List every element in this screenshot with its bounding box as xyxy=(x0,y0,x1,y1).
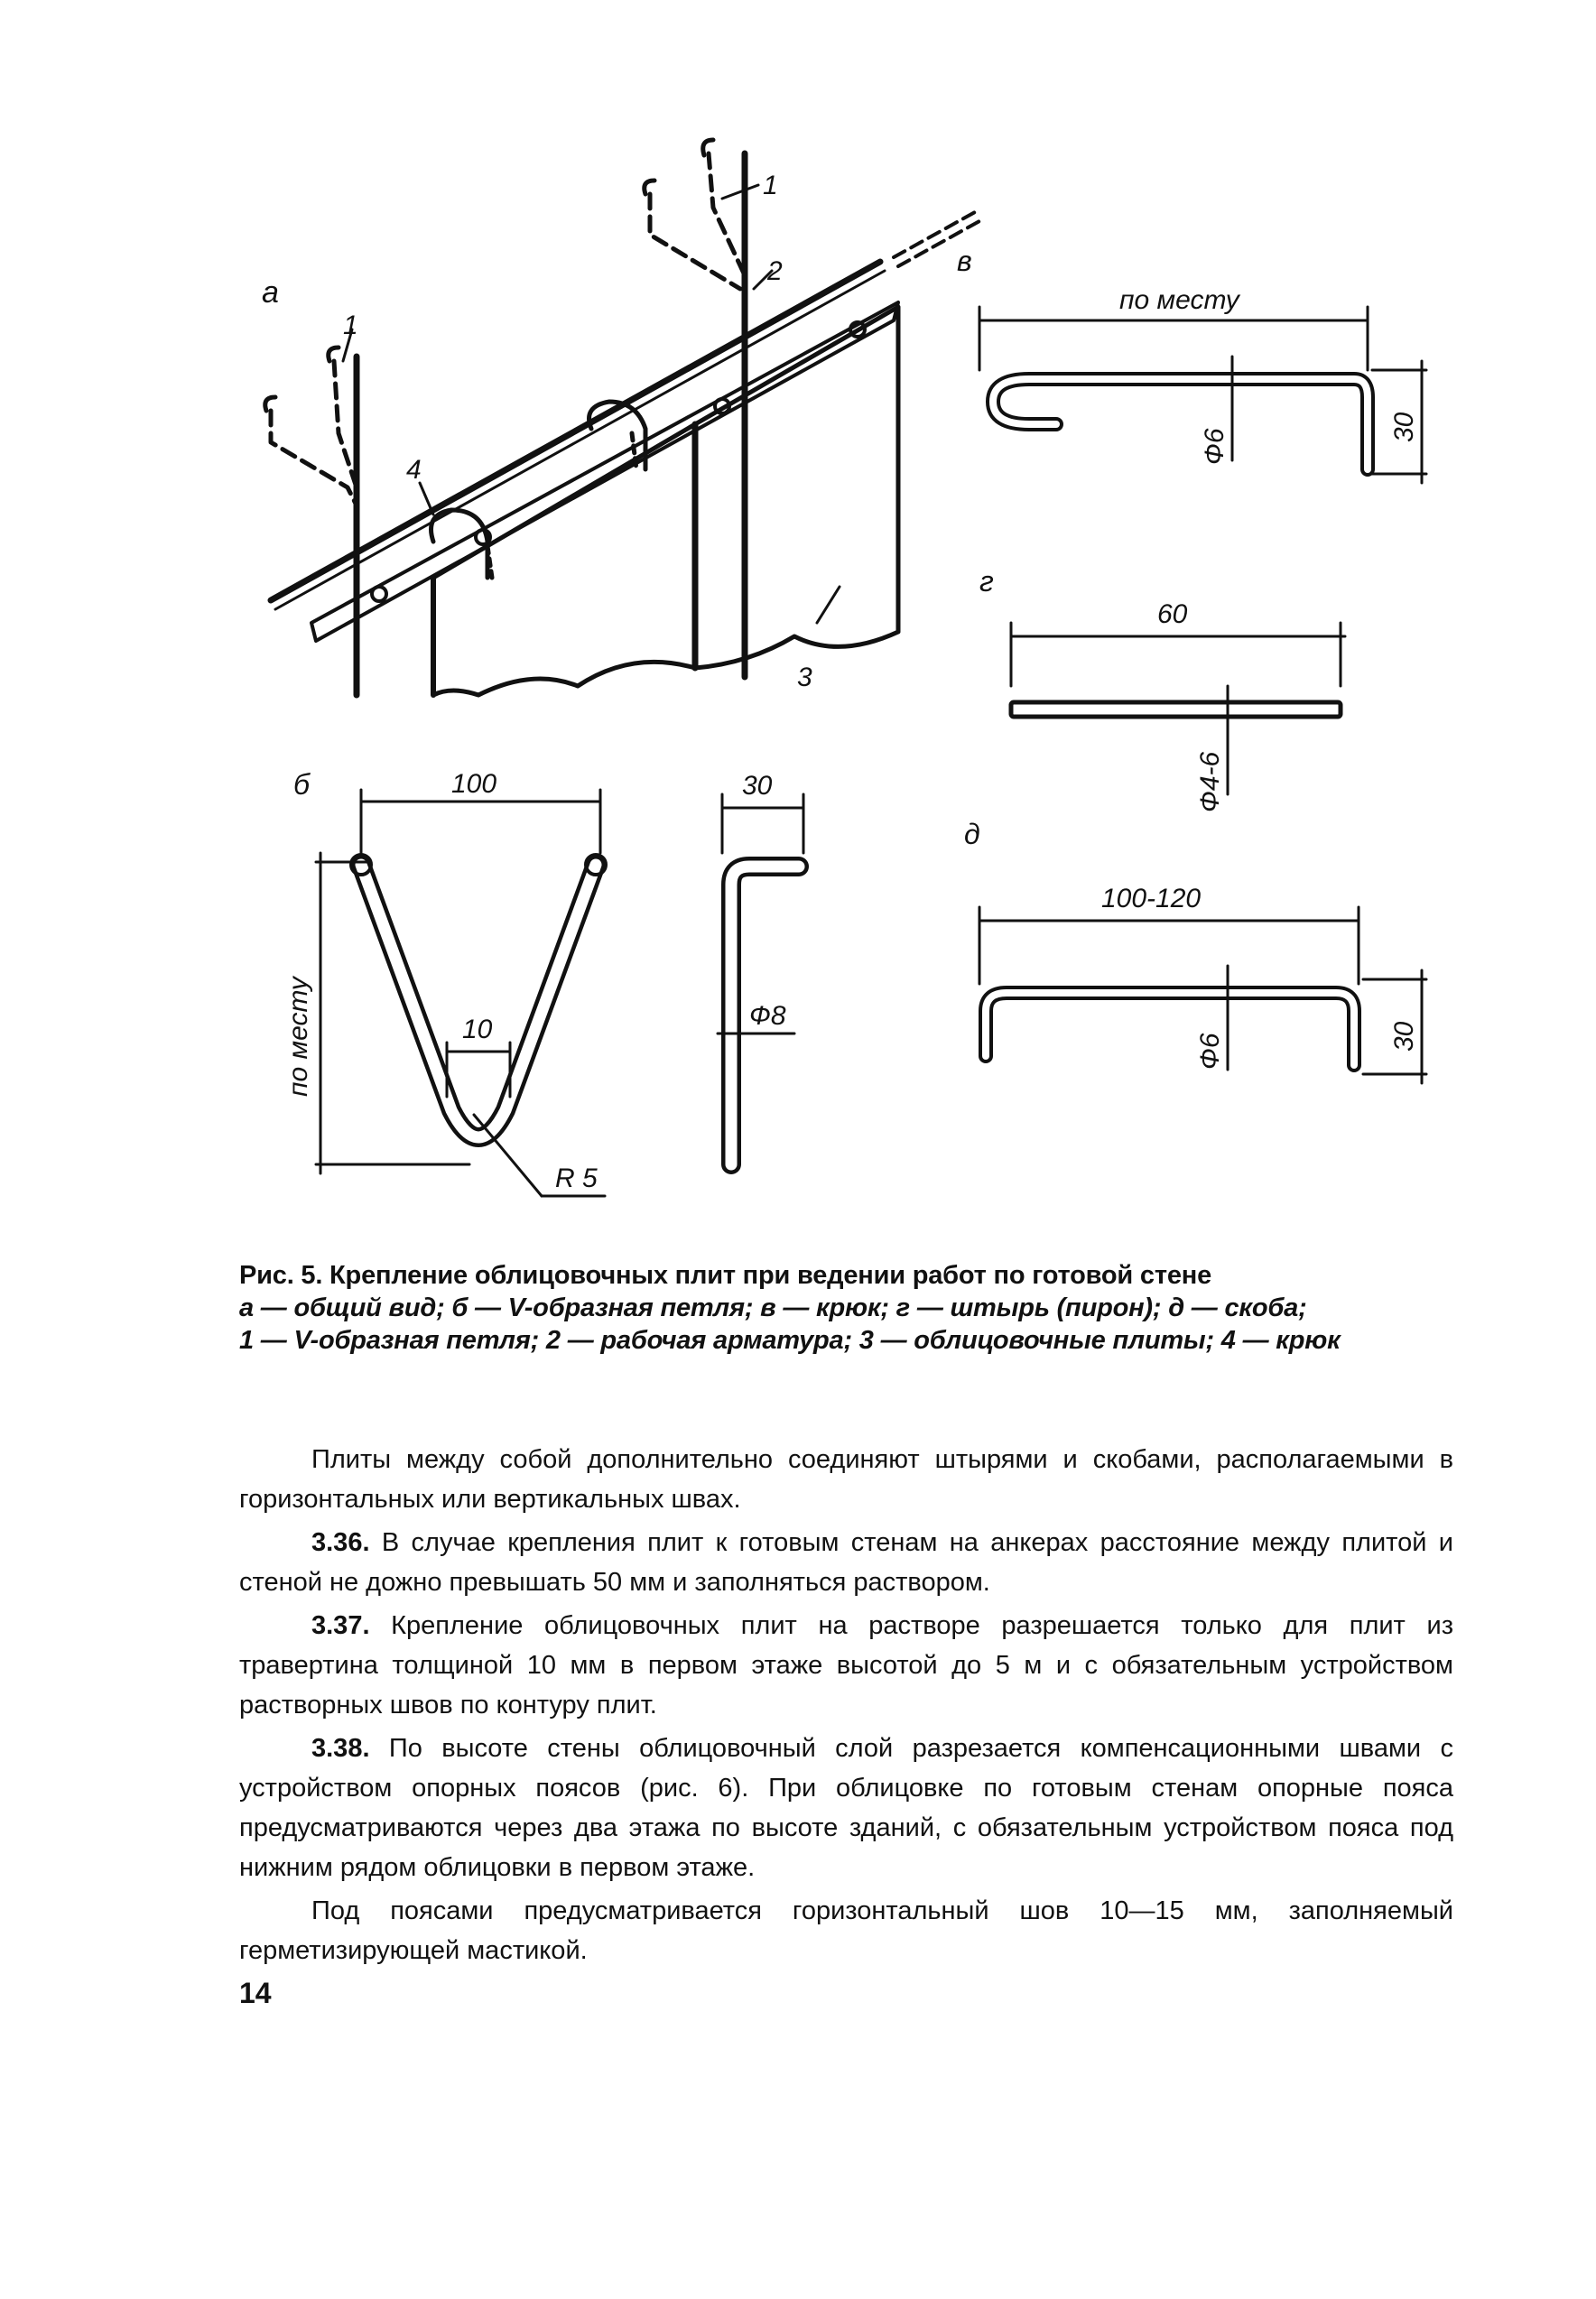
callout-3: 3 xyxy=(797,663,812,692)
general-view-illustration xyxy=(265,140,979,695)
callout-4: 4 xyxy=(406,455,422,485)
loop-width-label: 100 xyxy=(451,769,497,799)
loop-inner-label: 10 xyxy=(462,1015,493,1044)
panel-label-g: г xyxy=(979,565,994,598)
paragraph-3-36: 3.36. В случае крепления плит к готовым стенам на анкерах расстояние между плитой и стеной не дожно превышать 50 мм и заполняться раствором. xyxy=(239,1528,1453,1597)
pin-drawing xyxy=(1011,623,1345,794)
callout-1-left: 1 xyxy=(343,311,358,340)
callout-1-right: 1 xyxy=(763,171,778,200)
panel-label-a: а xyxy=(262,275,279,310)
paragraph: Плиты между собой дополнительно соединяют штырями и скобами, располагаемыми в горизонтальных или вертикальных швах. xyxy=(239,1445,1453,1514)
working-rebar xyxy=(271,262,880,600)
paragraph-3-37: 3.37. Крепление облицовочных плит на растворе разрешается только для плит из травертина толщиной 10 мм в первом этаже высотой до 5 м и с обязательным устройством растворных швов по контуру плит. xyxy=(239,1611,1453,1720)
v-loop-drawing xyxy=(316,790,606,1196)
caption-title: Рис. 5. Крепление облицовочных плит при ведении работ по готовой стене xyxy=(239,1261,1211,1290)
hook-length-label: по месту xyxy=(1119,285,1239,315)
loop-height-label: по месту xyxy=(283,977,313,1097)
caption-legend-line-1: а — общий вид; б — V-образная петля; в — крюк; г — штырь (пирон); д — скоба; xyxy=(239,1293,1307,1322)
page-number: 14 xyxy=(239,1977,272,2009)
panel-label-d: д xyxy=(964,818,980,850)
loop-radius-label: R 5 xyxy=(555,1163,598,1193)
callout-2: 2 xyxy=(767,256,783,286)
clamp-length-label: 100-120 xyxy=(1101,884,1202,913)
bent-rod-drawing xyxy=(718,794,803,1164)
caption-legend-line-2: 1 — V-образная петля; 2 — рабочая арматура; 3 — облицовочные плиты; 4 — крюк xyxy=(239,1326,1341,1355)
figure-caption xyxy=(239,1259,1440,1357)
panel-label-b: б xyxy=(293,768,310,801)
hook-diameter-label: Ф6 xyxy=(1200,428,1229,465)
bent-width-label: 30 xyxy=(742,771,773,801)
facing-slab-left xyxy=(433,424,695,695)
hook-height-label: 30 xyxy=(1389,412,1419,442)
clamp-diameter-label: Ф6 xyxy=(1195,1033,1225,1070)
facing-slab-right xyxy=(695,307,898,668)
v-loop-left xyxy=(271,411,357,505)
panel-label-v: в xyxy=(957,245,972,277)
paragraph-3-38: 3.38. По высоте стены облицовочный слой разрезается компенсационными швами с устройством опорных поясов (рис. 6). При облицовке по готовым стенам опорные пояса предусматриваются через два этажа по высоте зданий, с обязательным устройством пояса под нижним рядом облицовки в первом этаже. xyxy=(239,1734,1453,1882)
paragraph: Под поясами предусматривается горизонтальный шов 10—15 мм, заполняемый герметизирующей мастикой. xyxy=(239,1896,1453,1965)
clamp-height-label: 30 xyxy=(1389,1021,1419,1052)
body-text xyxy=(239,1440,1453,1974)
bent-diameter-label: Ф8 xyxy=(749,1001,786,1031)
pin-length-label: 60 xyxy=(1157,599,1188,629)
slab-top-edge xyxy=(311,302,898,641)
pin-diameter-label: Ф4-6 xyxy=(1195,751,1225,812)
